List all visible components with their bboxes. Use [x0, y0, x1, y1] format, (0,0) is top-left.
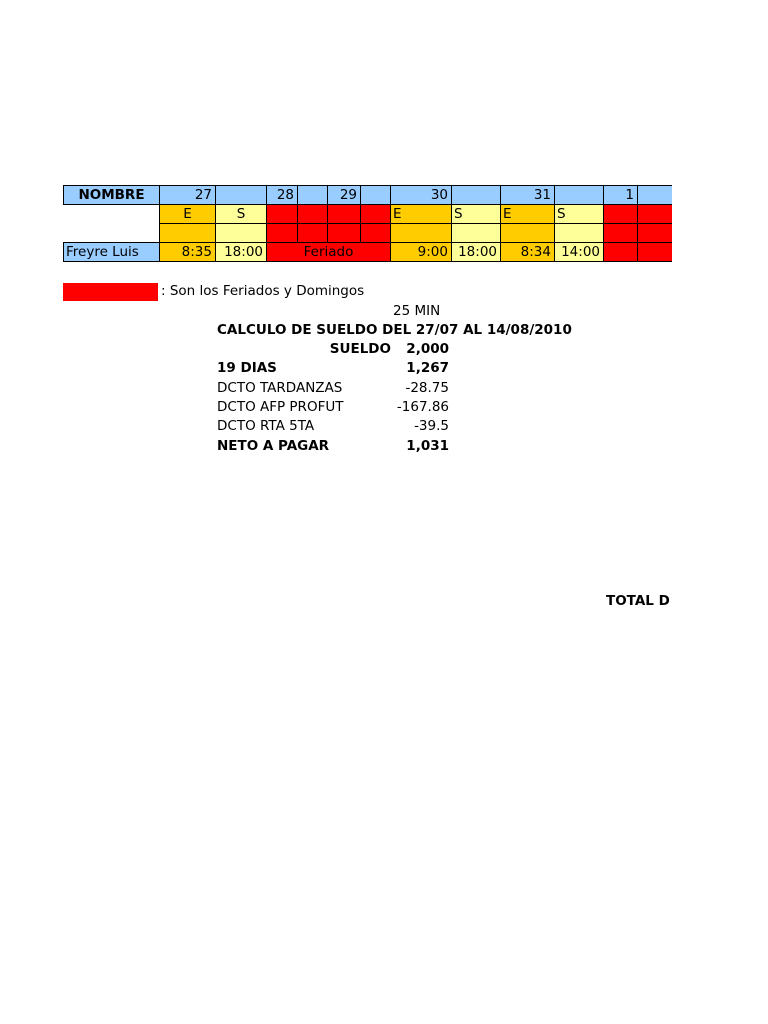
summary-value: -167.86 [396, 399, 449, 415]
summary-label: DCTO TARDANZAS [217, 380, 343, 396]
header-blank[interactable] [554, 185, 604, 205]
holiday-cell[interactable] [603, 223, 638, 243]
holiday-cell[interactable] [603, 242, 638, 262]
holiday-label[interactable]: Feriado [266, 242, 391, 262]
header-blank[interactable] [637, 185, 672, 205]
total-label: TOTAL D [606, 593, 670, 609]
summary-value: 1,267 [406, 360, 449, 376]
exit-marker[interactable]: S [451, 204, 501, 224]
entry-marker[interactable]: E [390, 204, 452, 224]
entry-marker[interactable]: E [159, 204, 216, 224]
exit-cell[interactable] [554, 223, 604, 243]
summary-value: -39.5 [414, 418, 449, 434]
holiday-cell[interactable] [637, 223, 672, 243]
summary-label: DCTO RTA 5TA [217, 418, 315, 434]
legend-text: : Son los Feriados y Domingos [161, 283, 365, 299]
attendance-grid [63, 185, 672, 264]
holiday-cell[interactable] [360, 204, 391, 224]
entry-cell[interactable] [390, 223, 452, 243]
exit-marker[interactable]: S [554, 204, 604, 224]
entry-marker[interactable]: E [500, 204, 555, 224]
time-in-30[interactable]: 9:00 [390, 242, 452, 262]
header-day-30[interactable]: 30 [390, 185, 452, 205]
employee-name[interactable]: Freyre Luis [63, 242, 160, 262]
holiday-cell[interactable] [637, 242, 672, 262]
header-day-27[interactable]: 27 [159, 185, 216, 205]
time-out-27[interactable]: 18:00 [215, 242, 267, 262]
legend-swatch [63, 283, 158, 301]
holiday-cell[interactable] [603, 204, 638, 224]
holiday-cell[interactable] [327, 204, 361, 224]
holiday-cell[interactable] [637, 204, 672, 224]
time-in-31[interactable]: 8:34 [500, 242, 555, 262]
time-out-31[interactable]: 14:00 [554, 242, 604, 262]
sueldo-label: SUELDO [329, 341, 391, 357]
holiday-cell[interactable] [266, 204, 298, 224]
time-out-30[interactable]: 18:00 [451, 242, 501, 262]
salary-calc-title: CALCULO DE SUELDO DEL 27/07 AL 14/08/2010 [217, 322, 572, 338]
exit-cell[interactable] [215, 223, 267, 243]
header-blank[interactable] [451, 185, 501, 205]
holiday-cell[interactable] [297, 204, 328, 224]
blank-cell [63, 223, 160, 243]
summary-label: DCTO AFP PROFUT [217, 399, 344, 415]
header-nombre[interactable]: NOMBRE [63, 185, 160, 205]
sueldo-value: 2,000 [406, 341, 449, 357]
time-in-27[interactable]: 8:35 [159, 242, 216, 262]
holiday-cell[interactable] [327, 223, 361, 243]
entry-cell[interactable] [159, 223, 216, 243]
entry-cell[interactable] [500, 223, 555, 243]
blank-cell [63, 204, 160, 224]
header-day-29[interactable]: 29 [327, 185, 361, 205]
header-blank[interactable] [297, 185, 328, 205]
summary-value: 1,031 [406, 438, 449, 454]
header-day-31[interactable]: 31 [500, 185, 555, 205]
summary-label: 19 DIAS [217, 360, 277, 376]
header-blank[interactable] [360, 185, 391, 205]
exit-cell[interactable] [451, 223, 501, 243]
header-blank[interactable] [215, 185, 267, 205]
header-day-1[interactable]: 1 [603, 185, 638, 205]
holiday-cell[interactable] [266, 223, 298, 243]
holiday-cell[interactable] [297, 223, 328, 243]
exit-marker[interactable]: S [215, 204, 267, 224]
tardiness-minutes: 25 MIN [393, 303, 441, 319]
holiday-cell[interactable] [360, 223, 391, 243]
summary-value: -28.75 [405, 380, 449, 396]
summary-label: NETO A PAGAR [217, 438, 330, 454]
header-day-28[interactable]: 28 [266, 185, 298, 205]
